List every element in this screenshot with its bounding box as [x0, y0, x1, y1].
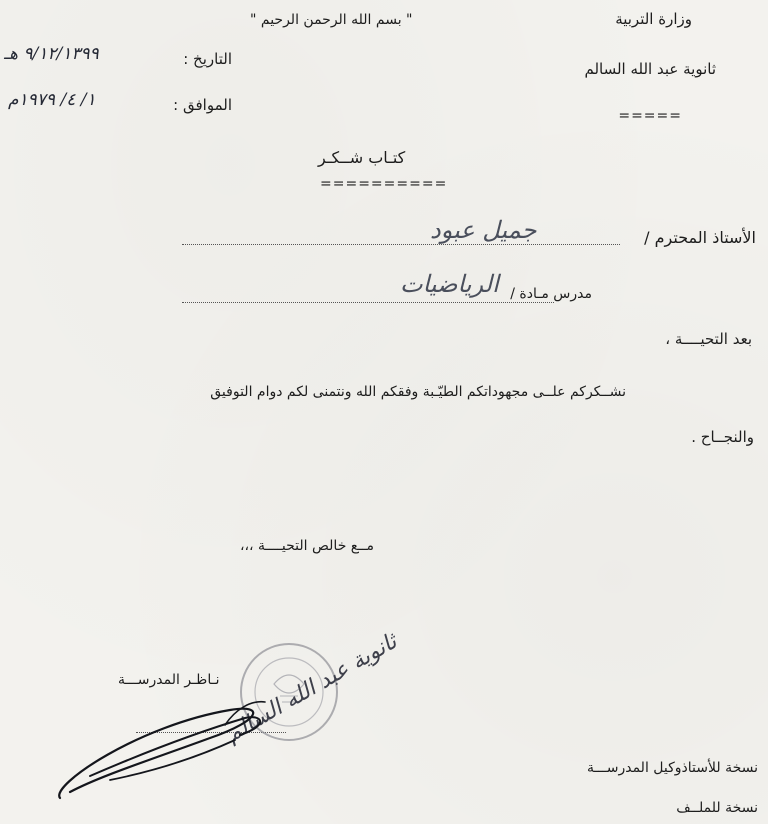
copy-to-file: نسخة للملــف	[676, 800, 758, 816]
body-line-1: نشــكركم علــى مجهوداتكم الطيّـبة وفقكم الله ونتمنى لكم دوام التوفيق	[210, 384, 626, 400]
title-underline: ==========	[320, 176, 448, 192]
date-gregorian-label: الموافق :	[173, 96, 232, 114]
letter-title: كتـاب شــكـر	[318, 148, 406, 167]
greeting: بعد التحيــــة ،	[665, 330, 752, 348]
school-underline: =====	[618, 108, 682, 124]
subject-dotted-line	[182, 302, 554, 303]
copy-to-vice-principal: نسخة للأستاذوكيل المدرســـة	[586, 760, 758, 776]
closing-line: مــع خالص التحيــــة ،،،	[240, 538, 374, 554]
date-gregorian-value: ١/ ٤/ ١٩٧٩م	[8, 90, 96, 110]
recipient-dotted-line	[182, 244, 620, 245]
stamp-text: ثانوية عبد الله السالم	[221, 629, 402, 748]
body-line-2: والنجــاح .	[691, 428, 754, 446]
principal-signature	[30, 680, 290, 810]
school-name: ثانوية عبد الله السالم	[584, 60, 716, 78]
subject-label: مدرس مـادة /	[510, 286, 592, 302]
date-hijri-label: التاريخ :	[183, 50, 232, 68]
date-hijri-value: ٩/١٢/١٣٩٩ هـ	[4, 44, 99, 64]
subject-name: الرياضيات	[400, 270, 499, 298]
recipient-name: جميل عبود	[430, 216, 537, 244]
principal-title: نـاظـر المدرســـة	[118, 672, 220, 688]
ministry-name: وزارة التربية	[615, 10, 692, 28]
basmala: " بسم الله الرحمن الرحيم "	[250, 12, 413, 28]
recipient-label: الأستاذ المحترم /	[644, 228, 756, 247]
